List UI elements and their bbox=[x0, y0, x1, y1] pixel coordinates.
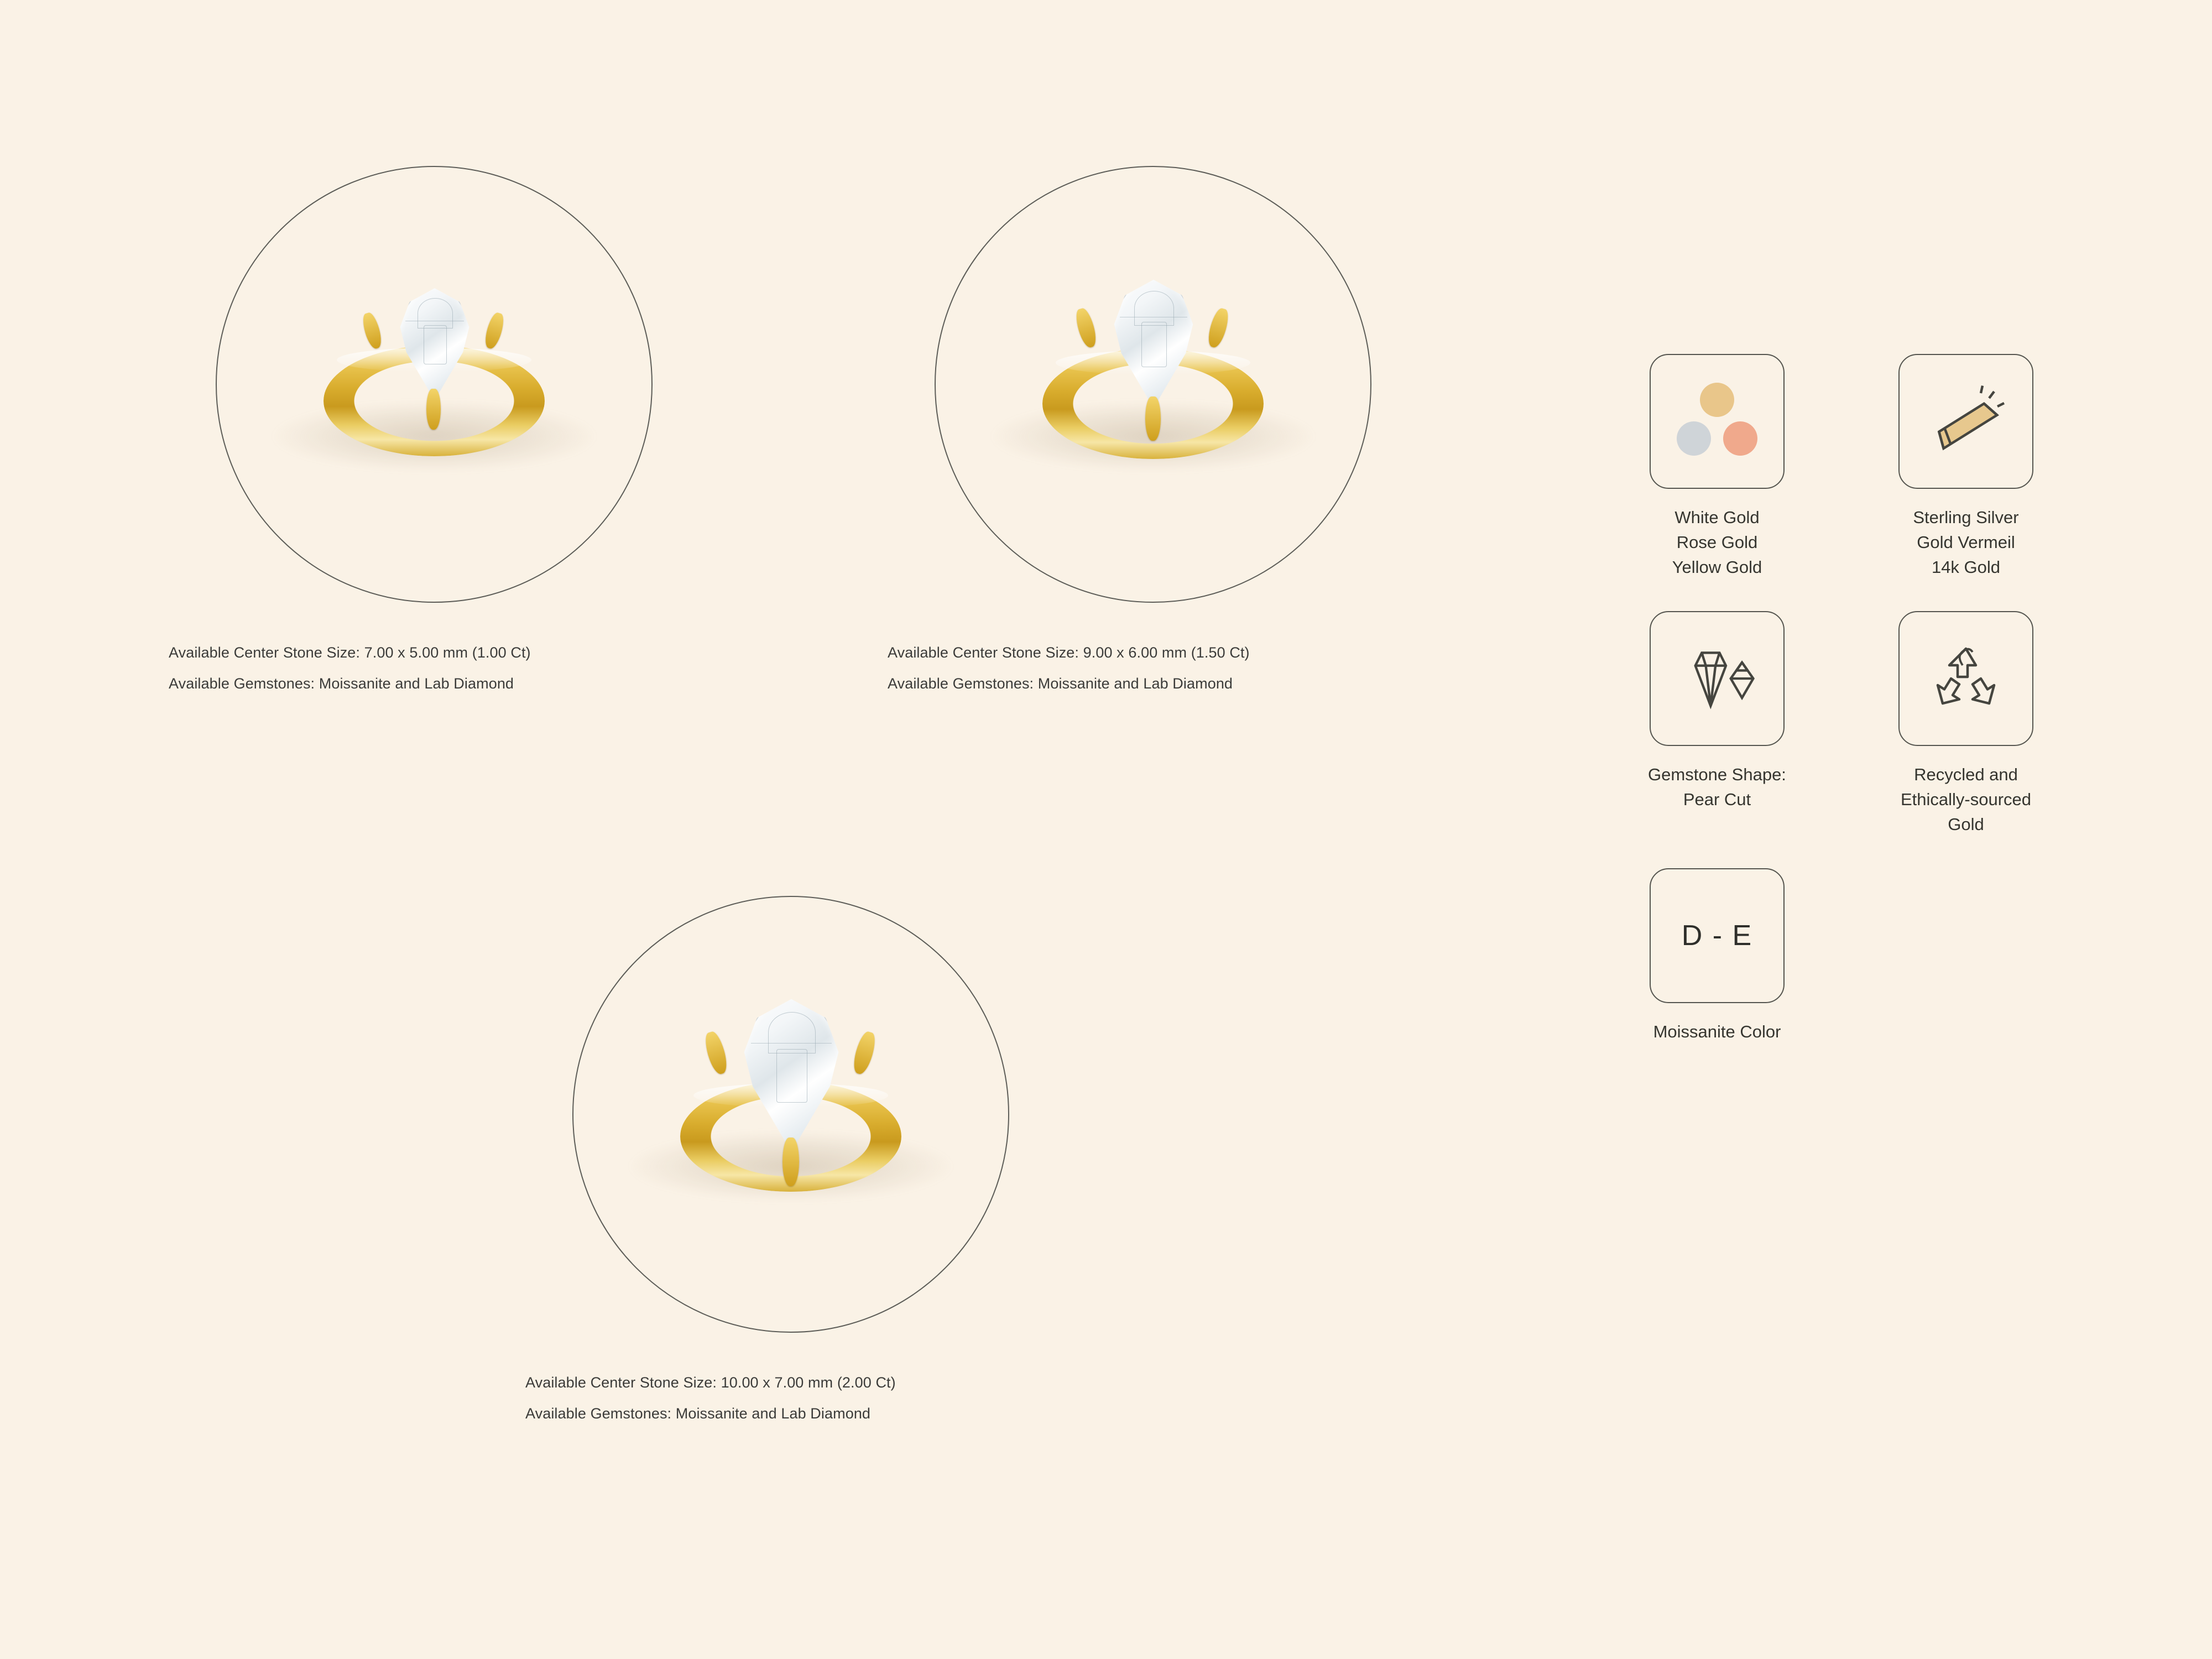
color-grade-icon bbox=[1650, 868, 1785, 1003]
metal-colors-icon bbox=[1650, 354, 1785, 489]
feature-label-line: Recycled and bbox=[1914, 764, 2018, 784]
product-image-circle-3 bbox=[572, 896, 1009, 1333]
feature-label bbox=[1901, 763, 2031, 837]
prong-bottom bbox=[1145, 397, 1161, 441]
product-cell-1 bbox=[169, 166, 653, 692]
feature-label-line: Pear Cut bbox=[1683, 789, 1751, 809]
feature-gemstone-shape bbox=[1593, 611, 1841, 837]
feature-label-line: White Gold bbox=[1674, 508, 1760, 527]
center-stone bbox=[1109, 277, 1197, 407]
gold-bar-icon bbox=[1898, 354, 2033, 489]
feature-label-line: Gold Vermeil bbox=[1917, 532, 2015, 552]
feature-label-line: Moissanite Color bbox=[1653, 1021, 1781, 1041]
stone-size-text: Available Center Stone Size: 7.00 x 5.00 mm (1.00 Ct) bbox=[169, 644, 531, 661]
center-stone bbox=[738, 996, 844, 1151]
feature-label bbox=[1672, 505, 1762, 580]
ring-illustration-3 bbox=[619, 976, 962, 1253]
feature-metal-types bbox=[1841, 354, 2090, 580]
product-caption-3 bbox=[525, 1371, 896, 1426]
feature-label-line: Rose Gold bbox=[1676, 532, 1758, 552]
gemstones-text: Available Gemstones: Moissanite and Lab Diamond bbox=[888, 675, 1233, 692]
center-stone bbox=[395, 286, 473, 399]
feature-label-line: Ethically-sourced bbox=[1900, 789, 2032, 809]
white-gold-dot-icon bbox=[1677, 421, 1711, 456]
stone-size-text: Available Center Stone Size: 10.00 x 7.00 mm (2.00 Ct) bbox=[525, 1374, 896, 1391]
prong-bottom bbox=[426, 389, 441, 430]
recycle-icon bbox=[1898, 611, 2033, 746]
ring-illustration-2 bbox=[982, 246, 1324, 523]
feature-label-line: Gold bbox=[1948, 814, 1984, 834]
product-image-circle-1 bbox=[216, 166, 653, 603]
feature-label-line: Sterling Silver bbox=[1913, 508, 2019, 527]
rose-gold-dot-icon bbox=[1723, 421, 1757, 456]
feature-label-line: Gemstone Shape: bbox=[1648, 764, 1786, 784]
gemstones-text: Available Gemstones: Moissanite and Lab Diamond bbox=[169, 675, 514, 692]
gemstones-text: Available Gemstones: Moissanite and Lab Diamond bbox=[525, 1405, 871, 1422]
feature-label bbox=[1653, 1020, 1781, 1045]
product-caption-1 bbox=[169, 641, 531, 696]
prong-right bbox=[1206, 307, 1232, 349]
ring-illustration-1 bbox=[263, 246, 606, 523]
prong-right bbox=[482, 311, 506, 351]
feature-recycled-gold bbox=[1841, 611, 2090, 837]
stone-size-text: Available Center Stone Size: 9.00 x 6.00 mm (1.50 Ct) bbox=[888, 644, 1250, 661]
product-image-circle-2 bbox=[935, 166, 1371, 603]
feature-moissanite-color bbox=[1593, 868, 1841, 1045]
features-panel bbox=[1593, 354, 2090, 1045]
prong-left bbox=[702, 1030, 730, 1076]
prong-bottom bbox=[782, 1138, 799, 1186]
feature-label bbox=[1913, 505, 2018, 580]
prong-right bbox=[851, 1030, 878, 1076]
prong-left bbox=[360, 311, 384, 351]
feature-label bbox=[1648, 763, 1786, 812]
feature-label-line: Yellow Gold bbox=[1672, 557, 1762, 577]
gemstone-shape-icon bbox=[1650, 611, 1785, 746]
product-cell-3 bbox=[525, 896, 1009, 1422]
prong-left bbox=[1073, 307, 1099, 349]
product-cell-2 bbox=[888, 166, 1371, 692]
yellow-gold-dot-icon bbox=[1700, 383, 1734, 417]
product-caption-2 bbox=[888, 641, 1250, 696]
color-grade-text: D - E bbox=[1681, 919, 1753, 952]
feature-metal-colors bbox=[1593, 354, 1841, 580]
feature-label-line: 14k Gold bbox=[1931, 557, 2001, 577]
